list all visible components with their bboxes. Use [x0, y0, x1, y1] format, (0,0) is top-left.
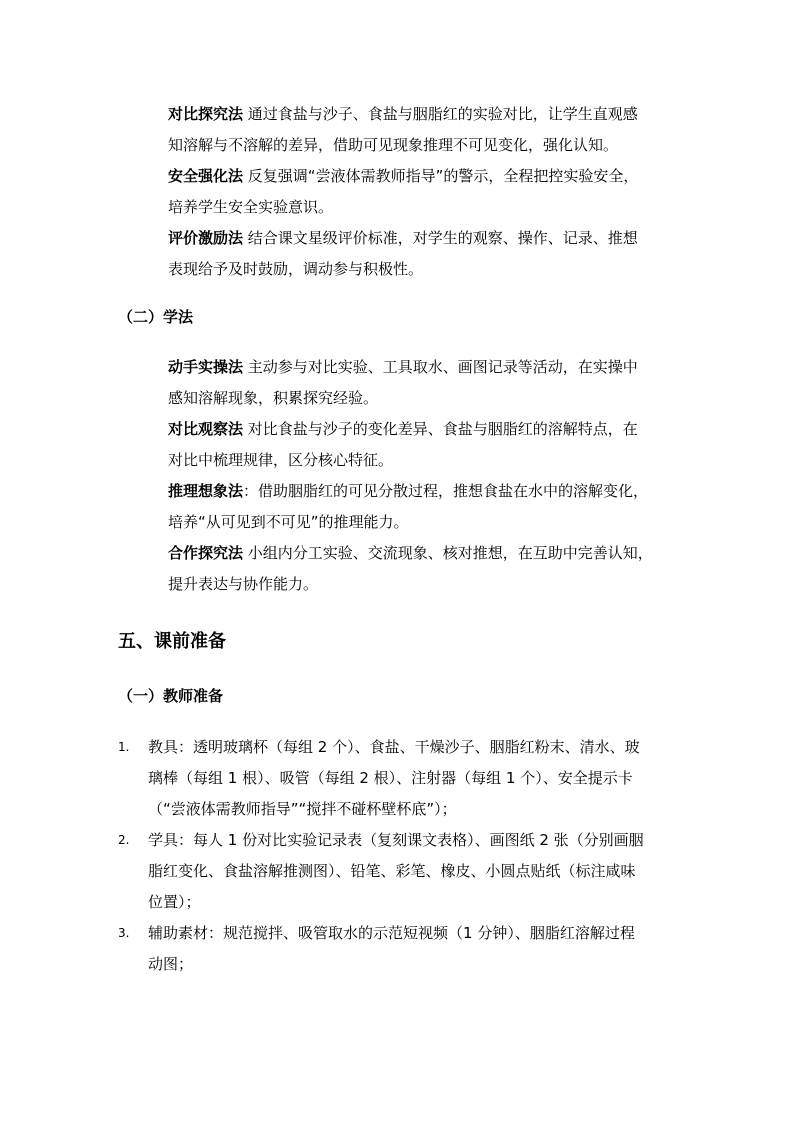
learning-term: 对比观察法 [168, 420, 244, 438]
section-heading-learning-methods: （二）学法 [118, 308, 194, 326]
list-item [118, 825, 698, 918]
prep-list [118, 732, 698, 980]
learning-text: 小组内分工实验、交流现象、核对推想，在互助中完善认知， [247, 544, 653, 562]
learning-text: 对比食盐与沙子的变化差异、食盐与胭脂红的溶解特点，在 [247, 420, 638, 438]
method-paragraph [168, 161, 688, 223]
method-text: 培养学生安全实验意识。 [168, 198, 334, 216]
learning-paragraph [168, 538, 688, 600]
list-text: 动图； [148, 955, 194, 973]
list-text: （“尝液体需教师指导”“搅拌不碰杯壁杯底”）； [148, 800, 457, 818]
list-number: 1. [118, 740, 130, 754]
list-text: 脂红变化、食盐溶解推测图）、铅笔、彩笔、橡皮、小圆点贴纸（标注咸味 [148, 862, 636, 880]
learning-paragraph [168, 352, 688, 414]
learning-text: ：借助胭脂红的可见分散过程，推想食盐在水中的溶解变化， [243, 482, 649, 500]
list-text: 辅助素材：规范搅拌、吸管取水的示范短视频（1 分钟）、胭脂红溶解过程 [148, 924, 635, 942]
list-number: 3. [118, 926, 130, 940]
method-text: 知溶解与不溶解的差异，借助可见现象推理不可见变化，强化认知。 [168, 136, 619, 154]
learning-text: 培养“从可见到不可见”的推理能力。 [168, 513, 409, 531]
learning-text: 主动参与对比实验、工具取水、画图记录等活动，在实操中 [247, 358, 638, 376]
section-heading-teacher-prep: （一）教师准备 [118, 687, 224, 705]
list-item [118, 732, 698, 825]
method-text: 通过食盐与沙子、食盐与胭脂红的实验对比，让学生直观感 [247, 105, 638, 123]
learning-term: 合作探究法 [168, 544, 244, 562]
method-text: 结合课文星级评价标准，对学生的观察、操作、记录、推想 [247, 229, 638, 247]
method-term: 安全强化法 [168, 167, 244, 185]
method-term: 对比探究法 [168, 105, 244, 123]
learning-text: 对比中梳理规律，区分核心特征。 [168, 451, 394, 469]
chapter-heading: 五、课前准备 [118, 631, 226, 652]
list-text: 位置）； [148, 893, 201, 911]
learning-text: 感知溶解现象，积累探究经验。 [168, 389, 379, 407]
method-paragraph [168, 223, 688, 285]
list-text: 璃棒（每组 1 根）、吸管（每组 2 根）、注射器（每组 1 个）、安全提示卡 [148, 769, 633, 787]
learning-term: 推理想象法 [168, 482, 244, 500]
method-paragraph [168, 99, 688, 161]
learning-term: 动手实操法 [168, 358, 244, 376]
list-text: 学具：每人 1 份对比实验记录表（复刻课文表格）、画图纸 2 张（分别画胭 [148, 831, 644, 849]
method-text: 表现给予及时鼓励，调动参与积极性。 [168, 260, 424, 278]
learning-text: 提升表达与协作能力。 [168, 575, 319, 593]
list-number: 2. [118, 833, 130, 847]
method-term: 评价激励法 [168, 229, 244, 247]
method-text: 反复强调“尝液体需教师指导”的警示，全程把控实验安全， [247, 167, 639, 185]
list-item [118, 918, 698, 980]
list-text: 教具：透明玻璃杯（每组 2 个）、食盐、干燥沙子、胭脂红粉末、清水、玻 [148, 738, 640, 756]
learning-paragraph [168, 476, 688, 538]
learning-paragraph [168, 414, 688, 476]
